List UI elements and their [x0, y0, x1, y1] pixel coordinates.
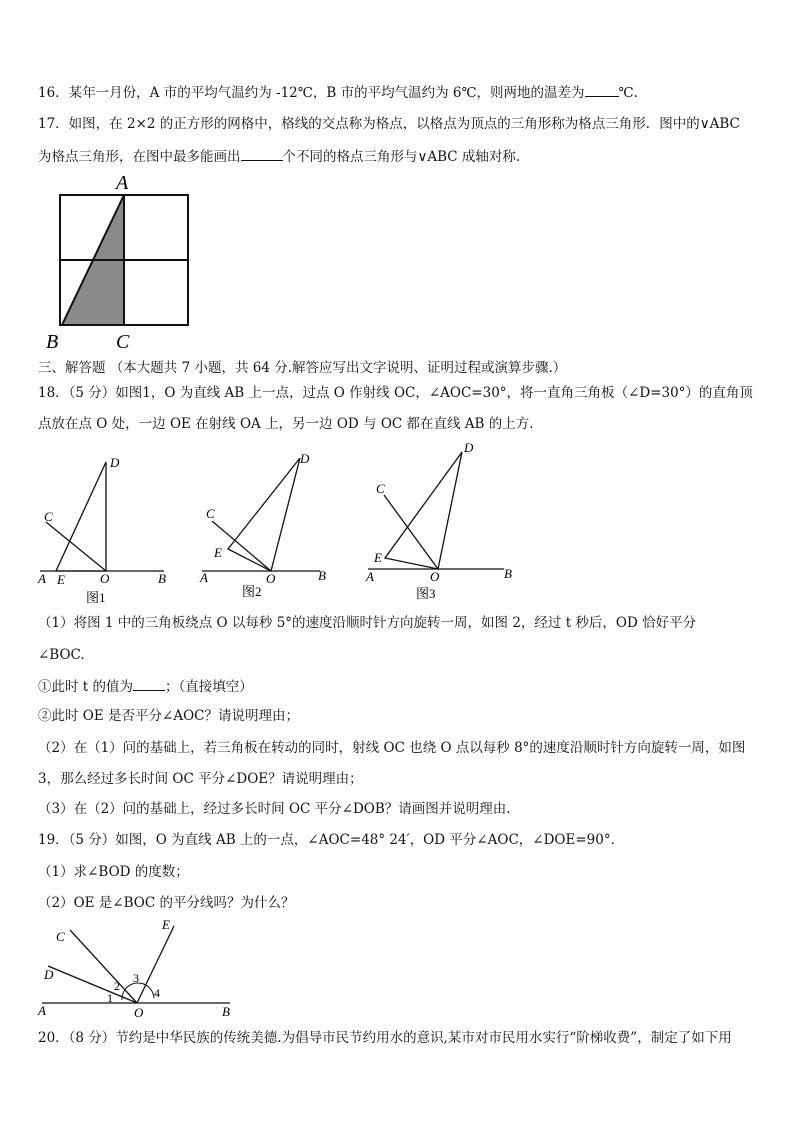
ray-oc: [70, 930, 137, 1003]
label-a: A: [38, 571, 46, 586]
q18-part1-line2: ∠BOC.: [38, 647, 85, 663]
q18-sub1-hint: ；（直接填空）: [165, 679, 253, 695]
q17-answer-blank[interactable]: [241, 146, 283, 161]
q18-sub1-text: ①此时 t 的值为: [38, 679, 134, 695]
caption-fig2: 图2: [242, 584, 262, 599]
caption-fig1: 图1: [86, 590, 106, 605]
label-o: O: [430, 569, 440, 584]
angle-3-label: 3: [133, 971, 139, 985]
label-e: E: [162, 917, 170, 932]
q18-sub1-answer-blank[interactable]: [133, 676, 165, 691]
q18-line2: 点放在点 O 处，一边 OE 在射线 OA 上，另一边 OD 与 OC 都在直线 AB 的上方.: [38, 416, 534, 432]
label-c: C: [376, 481, 385, 496]
label-c: C: [56, 929, 65, 944]
label-o: O: [134, 1005, 144, 1020]
ray-oc: [384, 495, 438, 569]
q18-figure-1: [34, 450, 174, 605]
q17-text-b: 个不同的格点三角形与∨ABC 成轴对称.: [282, 149, 521, 165]
ray-od: [48, 966, 137, 1003]
label-o: O: [100, 571, 110, 586]
label-d: D: [44, 967, 54, 982]
label-e: E: [214, 545, 222, 560]
section3-heading: 三、解答题 （本大题共 7 小题，共 64 分.解答应写出文字说明、证明过程或演算步骤.）: [38, 360, 567, 376]
q18-figure-3: [362, 438, 522, 605]
label-e: E: [374, 550, 382, 565]
q18-line1: 18．（5 分）如图1，O 为直线 AB 上一点，过点 O 作射线 OC，∠AOC=30°，将一直角三角板（∠D=30°）的直角顶: [38, 385, 753, 401]
q16-answer-blank[interactable]: [585, 82, 619, 97]
q20-line1: 20．（8 分）节约是中华民族的传统美德.为倡导市民节约用水的意识,某市对市民用水实行“阶梯收费”，制定了如下用: [38, 1030, 732, 1046]
q18-part2-line1: （2）在（1）问的基础上，若三角板在转动的同时，射线 OC 也绕 O 点以每秒 8°的速度沿顺时针方向旋转一周，如图: [38, 740, 746, 756]
label-e: E: [57, 572, 65, 587]
label-a: A: [200, 570, 208, 585]
label-a: A: [38, 1003, 46, 1018]
label-b: B: [222, 1004, 230, 1019]
q17-line1: 17．如图，在 2×2 的正方形的网格中，格线的交点称为格点，以格点为顶点的三角形称为格点三角形．图中的∨ABC: [38, 116, 740, 132]
q18-part1-line1: （1）将图 1 中的三角板绕点 O 以每秒 5°的速度沿顺时针方向旋转一周，如图 2，经过 t 秒后，OD 恰好平分: [38, 615, 697, 631]
label-b: B: [504, 566, 512, 581]
triangle-ode: [56, 462, 106, 571]
label-d: D: [300, 451, 310, 466]
label-d: D: [464, 440, 474, 455]
label-b: B: [318, 568, 326, 583]
label-o: O: [266, 571, 276, 586]
q18-part1-sub2: ②此时 OE 是否平分∠AOC？请说明理由；: [38, 708, 299, 724]
label-b: B: [158, 571, 166, 586]
label-b: B: [46, 331, 59, 353]
q17-line2: [38, 146, 520, 167]
label-c: C: [116, 331, 130, 353]
label-a: A: [366, 569, 374, 584]
q18-part3: （3）在（2）问的基础上，经过多长时间 OC 平分∠DOB？请画图并说明理由.: [38, 801, 511, 817]
q16-unit: ℃.: [618, 85, 638, 101]
q19-line1: 19．（5 分）如图，O 为直线 AB 上的一点，∠AOC=48° 24′，OD 平分∠AOC，∠DOE=90°．: [38, 832, 625, 848]
q16-line: [38, 82, 638, 103]
triangle-ode: [228, 458, 300, 571]
q16-text: 16．某年一月份，A 市的平均气温约为 -12℃，B 市的平均气温约为 6℃，则两地的温差为: [38, 85, 585, 101]
q17-text-a: 为格点三角形，在图中最多能画出: [38, 149, 241, 165]
q18-part2-line2: 3，那么经过多长时间 OC 平分∠DOE？请说明理由；: [38, 771, 363, 787]
angle-2-label: 2: [114, 979, 120, 993]
label-c: C: [44, 509, 53, 524]
caption-fig3: 图3: [416, 586, 436, 601]
label-d: D: [110, 455, 120, 470]
q17-grid-figure: [40, 172, 200, 354]
q19-part1: （1）求∠BOD 的度数；: [38, 864, 189, 880]
triangle-ode: [385, 452, 462, 569]
q18-part1-sub1: [38, 676, 253, 697]
label-a: A: [116, 172, 129, 194]
ray-oc: [46, 522, 106, 571]
label-c: C: [206, 506, 215, 521]
q19-figure: [32, 914, 242, 1024]
q19-part2: （2）OE 是∠BOC 的平分线吗？为什么？: [38, 895, 295, 911]
q18-figure-2: [196, 448, 346, 605]
angle-1-label: 1: [107, 991, 113, 1005]
angle-4-label: 4: [154, 986, 160, 1000]
